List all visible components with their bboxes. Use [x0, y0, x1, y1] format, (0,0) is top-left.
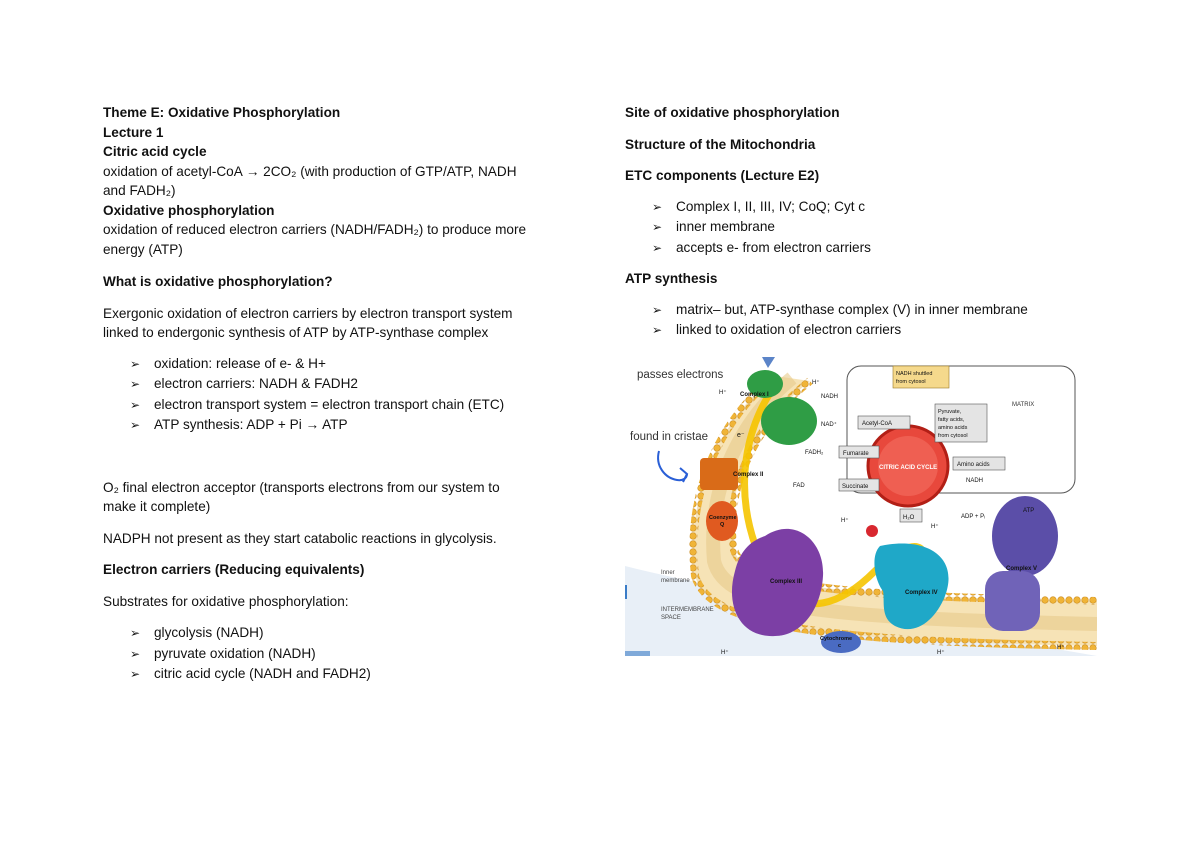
- theme-title: Theme E: Oxidative Phosphorylation: [103, 105, 341, 120]
- note-found-in-cristae: found in cristae: [630, 431, 708, 443]
- pyruvate-label-4: from cytosol: [938, 433, 968, 439]
- atp-label: ATP: [1023, 508, 1035, 514]
- arrow-bullet-icon: ➢: [652, 302, 663, 317]
- cytochrome-label-2: c: [838, 643, 842, 649]
- citric-text-2: and FADH₂): [103, 183, 176, 198]
- lecture-label: Lecture 1: [103, 124, 164, 140]
- nadph-text: NADPH not present as they start catabolic reactions in glycolysis.: [103, 530, 497, 546]
- oxphos-text-2: energy (ATP): [103, 241, 183, 257]
- complex-i-label: Complex I: [740, 392, 769, 398]
- nadh-right-label: NADH: [966, 478, 984, 484]
- o2-text-1: O₂ final electron acceptor (transports electrons from our system to: [103, 479, 500, 495]
- complex-v-label: Complex V: [1006, 566, 1038, 572]
- citric-cycle-label: CITRIC ACID CYCLE: [879, 465, 938, 471]
- nadh-shuttled-label-2: from cytosol: [896, 379, 926, 385]
- complex-ii-label: Complex II: [733, 472, 764, 478]
- complex-iv-label: Complex IV: [905, 590, 938, 596]
- mitochondria-etc-diagram: [625, 356, 1097, 657]
- oxphos-heading: Oxidative phosphorylation: [103, 202, 275, 218]
- cytochrome-label-1: Cytochrome: [820, 636, 853, 642]
- list-item: ➢ electron carriers: NADH & FADH2: [103, 374, 578, 395]
- adp-pi-label: ADP + Pᵢ: [961, 514, 986, 520]
- coenzyme-label-2: Q: [720, 522, 725, 528]
- exergonic-text-1: Exergonic oxidation of electron carriers by electron transport system: [103, 305, 513, 321]
- atp-heading: ATP synthesis: [625, 271, 718, 286]
- h-plus-label: H⁺: [937, 650, 945, 656]
- list-item: ➢ Complex I, II, III, IV; CoQ; Cyt c: [625, 197, 1095, 218]
- h-plus-label: H⁺: [721, 650, 729, 656]
- intermembrane-label-1: INTERMEMBRANE: [661, 607, 714, 613]
- matrix-label: MATRIX: [1012, 402, 1035, 408]
- water-label: H₂O: [903, 515, 915, 521]
- list-item: ➢ pyruvate oxidation (NADH): [103, 644, 578, 665]
- o2-text-2: make it complete): [103, 499, 211, 514]
- substrates-bullet-list: [103, 623, 578, 685]
- etc-bullet-list: [625, 197, 1095, 259]
- structure-heading: Structure of the Mitochondria: [625, 136, 816, 152]
- pyruvate-label-2: fatty acids,: [938, 417, 965, 423]
- substrates-text: Substrates for oxidative phosphorylation:: [103, 593, 349, 609]
- acetyl-coa-label: Acetyl-CoA: [862, 421, 893, 427]
- list-item: ➢ accepts e- from electron carriers: [625, 238, 1095, 259]
- oxphos-bullet-list: [103, 354, 578, 436]
- fadh2-label: FADH₂: [805, 450, 824, 456]
- list-item: ➢ glycolysis (NADH): [103, 623, 578, 644]
- arrow-bullet-icon: ➢: [130, 626, 141, 640]
- pyruvate-label-1: Pyruvate,: [938, 409, 962, 415]
- oxphos-text-1: oxidation of reduced electron carriers (NADH/FADH₂) to produce more: [103, 222, 527, 237]
- arrow-bullet-icon: ➢: [130, 646, 141, 661]
- complex-iii-label: Complex III: [770, 579, 803, 585]
- nad-plus-label: NAD⁺: [821, 422, 837, 428]
- list-item: ➢ citric acid cycle (NADH and FADH2): [103, 664, 578, 685]
- nadh-shuttled-label-1: NADH shuttled: [896, 371, 933, 377]
- fumarate-label: Fumarate: [843, 451, 869, 457]
- citric-heading: Citric acid cycle: [103, 144, 207, 159]
- arrow-bullet-icon: ➢: [652, 323, 663, 337]
- arrow-bullet-icon: ➢: [130, 397, 141, 412]
- succinate-label: Succinate: [842, 484, 869, 490]
- etc-heading: ETC components (Lecture E2): [625, 168, 820, 183]
- atp-bullet-list: [625, 300, 1095, 341]
- h-plus-label: H⁺: [841, 518, 849, 524]
- list-item: ➢ inner membrane: [625, 217, 1095, 238]
- right-column: [625, 103, 1095, 341]
- what-heading: What is oxidative phosphorylation?: [103, 274, 333, 289]
- exergonic-text-2: linked to endergonic synthesis of ATP by ATP-synthase complex: [103, 325, 489, 340]
- h-plus-label: H⁺: [719, 390, 727, 396]
- site-heading: Site of oxidative phosphorylation: [625, 105, 840, 120]
- list-item: ➢ linked to oxidation of electron carriers: [625, 320, 1095, 341]
- arrow-bullet-icon: ➢: [652, 199, 663, 214]
- list-item: ➢ electron transport system = electron transport chain (ETC): [103, 395, 578, 416]
- note-passes-electrons: passes electrons: [637, 369, 724, 381]
- citric-text-1: oxidation of acetyl-CoA → 2CO₂ (with production of GTP/ATP, NADH: [103, 163, 517, 179]
- pyruvate-label-3: amino acids: [938, 425, 968, 431]
- list-item: ➢ oxidation: release of e- & H+: [103, 354, 578, 375]
- inner-membrane-label-2: membrane: [661, 578, 690, 584]
- arrow-bullet-icon: ➢: [652, 220, 663, 234]
- list-item: ➢ ATP synthesis: ADP + Pi → ATP: [103, 415, 578, 436]
- arrow-bullet-icon: ➢: [130, 377, 141, 391]
- arrow-bullet-icon: ➢: [130, 667, 141, 681]
- arrow-bullet-icon: ➢: [130, 356, 141, 371]
- fad-label: FAD: [793, 483, 805, 489]
- e-minus-label: e⁻: [737, 432, 745, 439]
- left-column: [103, 103, 578, 685]
- nadh-label: NADH: [821, 394, 839, 400]
- arrow-bullet-icon: ➢: [652, 240, 663, 255]
- intermembrane-label-2: SPACE: [661, 615, 681, 621]
- list-item: ➢ matrix– but, ATP-synthase complex (V) in inner membrane: [625, 300, 1095, 321]
- arrow-bullet-icon: ➢: [130, 418, 141, 432]
- amino-acids-label: Amino acids: [957, 462, 990, 468]
- carriers-heading: Electron carriers (Reducing equivalents): [103, 562, 365, 577]
- h-plus-label: H⁺: [812, 380, 820, 386]
- coenzyme-label-1: Coenzyme: [709, 515, 737, 521]
- inner-membrane-label-1: Inner: [661, 570, 675, 576]
- h-plus-label: H⁺: [1057, 645, 1065, 651]
- h-plus-label: H⁺: [931, 524, 939, 530]
